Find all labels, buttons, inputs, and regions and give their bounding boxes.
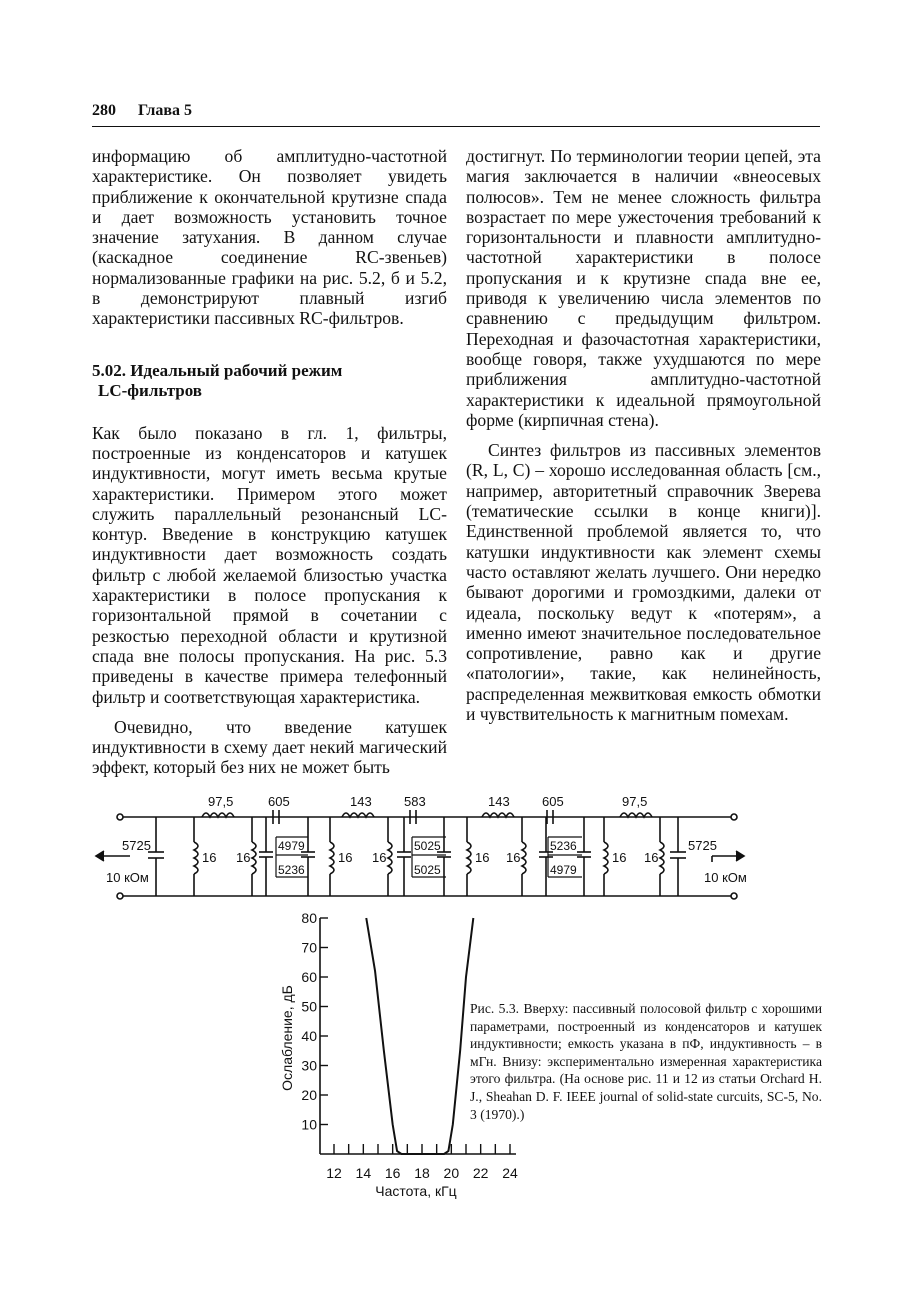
shunt-capacitor [301,817,315,896]
shunt-inductor-label: 16 [612,850,627,865]
shunt-inductor [467,817,471,896]
shunt-inductor-label: 16 [644,850,659,865]
output-terminal-top [731,814,737,820]
shunt-cap-bottom-label: 5025 [414,863,441,877]
y-tick-label: 40 [301,1028,317,1044]
y-tick-label: 50 [301,998,317,1015]
x-tick-label: 16 [384,1165,401,1181]
end-capacitor-left [148,817,164,896]
figure-caption [470,1000,822,1123]
shunt-inductor-label: 16 [338,850,353,865]
load-resistance-label: 10 кОм [704,870,747,885]
paragraph: информацию об амплитудно-частотной характеристике. Он позволяет увидеть приближение к окончательной крутизне спада и дает возможность установить точное значение затухания. В данном случае (каскадное соединение RC-звеньев) нормализованные графики на рис. 5.2, б и 5.2, в демонстрируют плавный изгиб характеристики пассивных RC-фильтров. [92,146,447,329]
paragraph: Как было показано в гл. 1, фильтры, построенные из конденсаторов и катушек индуктивности, могут иметь весьма крутые характеристики. Примером этого может служить параллельный резонансный LC-контур. Введение в конструкцию катушек индуктивности дает возможность создать фильтр с любой желаемой близостью участка характеристики в полосе пропускания к горизонтальной прямой в сочетании с резкостью переходной области и крутизной спада вне полосы пропускания. На рис. 5.3 приведены в качестве примера телефонный фильтр и соответствующая характеристика. [92,422,447,707]
chapter-title: Глава 5 [138,102,192,119]
x-tick-label: 12 [326,1165,342,1181]
y-tick-label: 20 [301,1087,317,1103]
end-cap-left-label: 5725 [122,838,151,853]
y-tick-label: 80 [301,910,317,926]
shunt-inductor [388,817,392,896]
paragraph: достигнут. По терминологии теории цепей, эта магия заключается в наличии «внеосевых полюсов». Тем не менее сложность фильтра возрастает по мере ужесточения требований к горизонтальности и плавности амплитудно-частотной характеристики в полосе пропускания и к крутизне спада вне ее, приводя к увеличению числа элементов по сравнению с предыдущим фильтром. Переходная и фазочастотная характеристики, вообще говоря, также ухудшаются по мере приближения амплитудно-частотной характеристики к идеальной прямоугольной форме (кирпичная стена). [466,146,821,430]
series-inductor-3-label: 143 [488,794,510,809]
source-resistance-label: 10 кОм [106,870,149,885]
shunt-inductor [194,817,198,896]
shunt-inductor [522,817,526,896]
x-tick-label: 24 [502,1165,518,1181]
series-inductor-1-label: 97,5 [208,794,234,809]
shunt-capacitor [577,817,591,896]
shunt-inductor-label: 16 [202,850,217,865]
shunt-inductor [252,817,256,896]
paragraph: Синтез фильтров из пассивных элементов (R, L, C) – хорошо исследованная область [см., например, авторитетный справочник Зверева (тематические ссылки в конце книги)]. Единственной проблемой является то, что катушки индуктивности как элемент схемы часто оставляют желать лучшего. Они нередко бывают дорогими и громоздкими, далеки от идеала, поскольку ведут к «потерям», а именно имеют значительное последовательное сопротивление, равно как и другие «патологии», такие, как нелинейность, распределенная межвитковая емкость обмотки и чувствительность к магнитным помехам. [466,440,821,725]
x-tick-label: 18 [414,1165,430,1181]
series-cap-2-label: 583 [404,794,426,809]
y-axis-title: Ослабление, дБ [279,985,295,1091]
section-title-line2: LC-фильтров [98,380,202,400]
attenuation-curve [366,918,473,1154]
shunt-capacitor [539,817,553,896]
shunt-inductor-label: 16 [236,850,251,865]
shunt-cap-bottom-label: 4979 [550,863,577,877]
end-cap-right-label: 5725 [688,838,717,853]
series-cap-1-label: 605 [268,794,290,809]
shunt-cap-top-label: 4979 [278,839,305,853]
end-capacitor-right [670,817,686,896]
page-number: 280 [92,102,116,119]
shunt-cap-top-label: 5025 [414,839,441,853]
shunt-capacitor [397,817,411,896]
y-tick-label: 70 [301,939,317,956]
x-tick-label: 14 [355,1165,372,1181]
section-title-line1: 5.02. Идеальный рабочий режим [92,360,343,380]
y-tick-label: 10 [301,1116,317,1133]
x-axis-title: Частота, кГц [375,1183,457,1199]
shunt-inductor [660,817,664,896]
x-tick-label: 22 [472,1165,489,1181]
shunt-capacitor [259,817,273,896]
shunt-capacitor [437,817,451,896]
caption-text: Рис. 5.3. Вверху: пассивный полосовой фильтр с хорошими параметрами, построенный из конденсаторов и катушек индуктивности; емкость указана в пФ, индуктивность – в мГн. Внизу: экспериментально измеренная характеристика этого фильтра. (На основе рис. 11 и 12 из статьи Orchard H. J., Sheahan D. F. IEEE journal of solid-state curcuits, SC-5, No. 3 (1970).) [470,1001,822,1122]
input-terminal-top [117,814,123,820]
series-inductor-4-label: 97,5 [622,794,648,809]
paragraph: Очевидно, что введение катушек индуктивности в схему дает некий магический эффект, который без них не может быть [92,716,447,778]
shunt-inductor-label: 16 [506,850,521,865]
shunt-cap-top-label: 5236 [550,839,577,853]
series-cap-3-label: 605 [542,794,564,809]
output-terminal-bottom [731,893,737,899]
shunt-inductor [330,817,334,896]
left-column [92,146,447,778]
right-column [466,146,821,724]
x-tick-label: 20 [443,1165,460,1181]
y-tick-label: 60 [301,969,317,985]
shunt-inductor [604,817,608,896]
page-header [92,100,820,127]
section-heading [92,361,447,401]
shunt-inductor-label: 16 [475,850,490,865]
filter-circuit-diagram [92,792,852,904]
series-inductor-2-label: 143 [350,794,372,809]
y-tick-label: 30 [301,1057,317,1074]
input-terminal-bottom [117,893,123,899]
shunt-inductor-label: 16 [372,850,387,865]
shunt-cap-bottom-label: 5236 [278,863,305,877]
